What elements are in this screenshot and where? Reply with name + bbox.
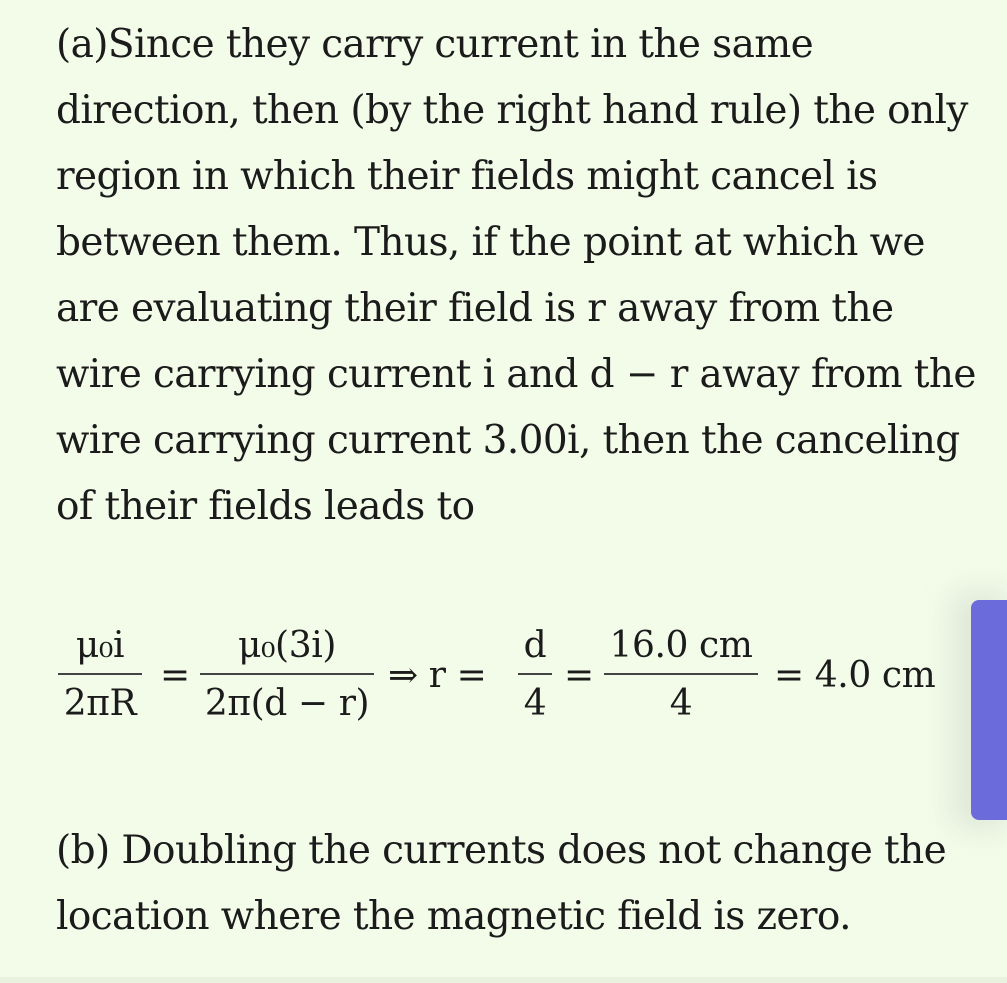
fraction-distance-over-4 (604, 620, 758, 730)
text-line: region in which their fields might cancel is (56, 154, 878, 199)
equals-sign: = (160, 655, 190, 696)
part-b-paragraph (56, 818, 946, 950)
fraction-denominator: 4 (523, 682, 547, 724)
fraction-bar (518, 673, 552, 675)
fraction-numerator: 16.0 cm (609, 625, 753, 666)
text-line: location where the magnetic field is zero. (56, 894, 851, 939)
fraction-field-wire-2 (200, 620, 374, 730)
equation-result: = 4.0 cm (774, 655, 936, 696)
fraction-bar (200, 673, 374, 675)
fraction-d-over-4 (518, 620, 552, 730)
text-line: are evaluating their field is r away from the (56, 286, 894, 331)
text-line: direction, then (by the right hand rule) the only (56, 88, 968, 133)
part-a-paragraph (56, 12, 976, 540)
fraction-denominator: 4 (669, 682, 693, 724)
bottom-divider (0, 977, 1007, 983)
text-line: (b) Doubling the currents does not change the (56, 828, 947, 873)
equals-sign: = (564, 655, 594, 696)
fraction-bar (604, 673, 758, 675)
fraction-field-wire-1 (58, 620, 142, 730)
text-line: between them. Thus, if the point at which we (56, 220, 925, 265)
fraction-denominator: 2π(d − r) (204, 682, 370, 724)
text-line: (a)Since they carry current in the same (56, 22, 814, 67)
text-line: of their fields leads to (56, 484, 475, 529)
fraction-bar (58, 673, 142, 675)
side-drawer-tab[interactable] (971, 600, 1007, 820)
fraction-numerator: μ₀i (75, 625, 125, 666)
fraction-numerator: d (523, 625, 547, 666)
text-line: wire carrying current i and d − r away from the (56, 352, 976, 397)
text-line: wire carrying current 3.00i, then the canceling (56, 418, 960, 463)
fraction-numerator: μ₀(3i) (238, 625, 336, 666)
implies-r-equals: ⇒ r = (388, 655, 487, 696)
fraction-denominator: 2πR (63, 682, 137, 724)
